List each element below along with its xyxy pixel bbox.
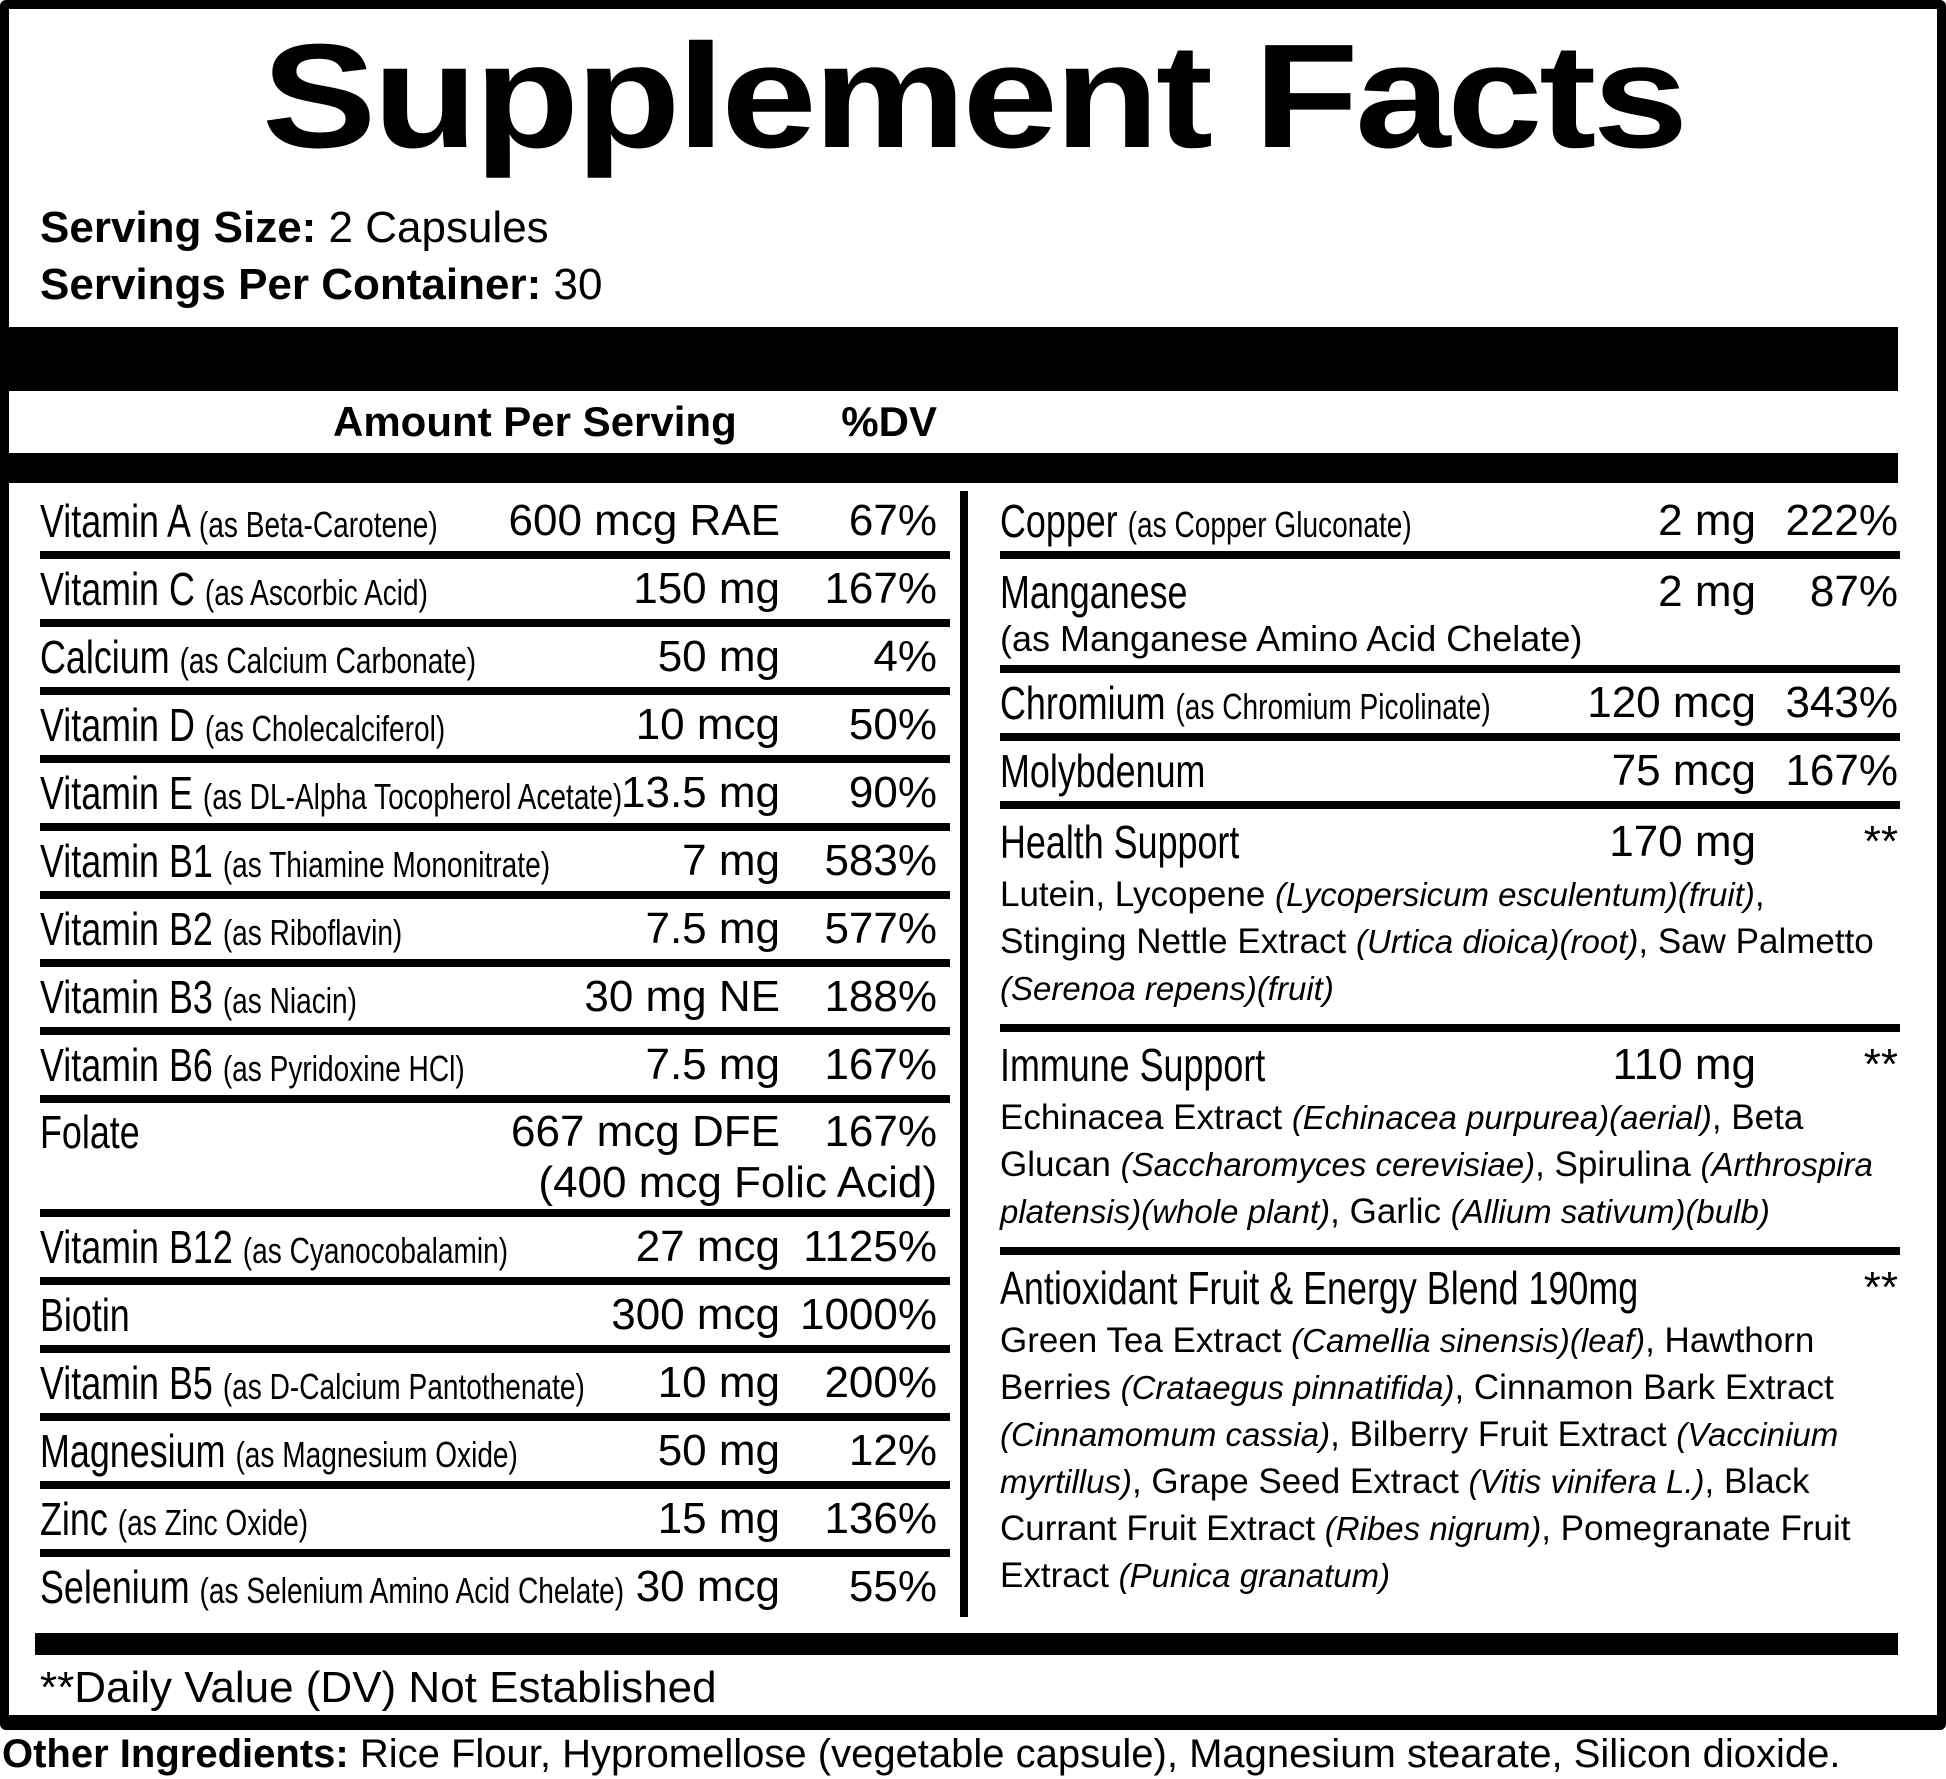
nutrient-name-cell — [1000, 565, 1658, 619]
amount-per-serving-header: Amount Per Serving — [333, 398, 737, 445]
nutrient-name: Vitamin B1 — [40, 835, 223, 887]
nutrient-source: (as Cyanocobalamin) — [242, 1230, 509, 1271]
nutrient-name: Manganese — [1000, 566, 1188, 618]
nutrient-name-cell — [40, 1038, 645, 1092]
nutrient-name: Vitamin B3 — [40, 971, 223, 1023]
nutrient-name-cell — [1000, 676, 1587, 730]
nutrient-name-cell — [40, 766, 621, 820]
blend-name: Antioxidant Fruit & Energy Blend 190mg — [1000, 1262, 1639, 1314]
table-row — [40, 1489, 950, 1557]
nutrient-name-cell — [40, 1105, 511, 1159]
serving-size-line — [40, 199, 1937, 256]
nutrient-name-cell — [40, 494, 509, 548]
nutrient-amount: 7 mg — [682, 836, 780, 885]
nutrient-name-cell — [40, 1492, 658, 1546]
blend-name: Immune Support — [1000, 1039, 1266, 1091]
nutrient-dv: 188% — [824, 972, 937, 1021]
nutrient-name: Biotin — [40, 1289, 130, 1341]
blend-header — [1000, 1036, 1898, 1094]
nutrient-dv: 167% — [1785, 746, 1898, 795]
divider-bar-bottom — [35, 1633, 1898, 1655]
nutrient-name: Folate — [40, 1106, 140, 1158]
nutrient-amount: 600 mcg RAE — [508, 496, 780, 545]
nutrient-amount: 10 mg — [657, 1358, 780, 1407]
nutrient-name-cell — [40, 902, 645, 956]
table-row — [40, 1103, 950, 1217]
blend-row — [1000, 809, 1900, 1032]
dv-header: %DV — [841, 398, 937, 445]
nutrient-name: Vitamin C — [40, 563, 205, 615]
nutrient-name: Vitamin B12 — [40, 1221, 243, 1273]
nutrient-source: (as Zinc Oxide) — [117, 1502, 309, 1543]
other-ingredients-line — [2, 1732, 1841, 1777]
nutrient-name-cell — [40, 1560, 636, 1614]
blend-name-cell — [1000, 815, 1609, 869]
table-row — [40, 1217, 950, 1285]
nutrient-name-cell — [1000, 494, 1658, 548]
serving-size-value: 2 Capsules — [316, 203, 549, 252]
nutrient-name: Molybdenum — [1000, 745, 1206, 797]
nutrient-source-secondary: (as Manganese Amino Acid Chelate) — [1000, 617, 1583, 659]
nutrient-name: Selenium — [40, 1561, 200, 1613]
table-row — [40, 1353, 950, 1421]
nutrient-dv: 343% — [1785, 678, 1898, 727]
blend-name: Health Support — [1000, 816, 1240, 868]
blend-ingredients: Lutein, Lycopene (Lycopersicum esculentum)(fruit), Stinging Nettle Extract (Urtica dioica)(root), Saw Palmetto (Serenoa repens)(fruit) — [1000, 875, 1874, 1007]
nutrient-amount: 2 mg — [1658, 496, 1756, 545]
nutrient-amount-secondary: (400 mcg Folic Acid) — [538, 1157, 937, 1207]
nutrient-name-cell — [1000, 744, 1612, 798]
nutrient-amount: 15 mg — [657, 1494, 780, 1543]
table-row — [40, 1421, 950, 1489]
page-title: Supplement Facts — [261, 14, 1685, 179]
table-row — [40, 899, 950, 967]
column-divider-line — [960, 491, 968, 1617]
nutrient-amount: 50 mg — [657, 632, 780, 681]
blend-amount: 170 mg — [1609, 817, 1756, 866]
nutrient-dv: 222% — [1785, 496, 1898, 545]
table-row — [1000, 559, 1900, 673]
other-ingredients-label: Other Ingredients: — [2, 1732, 349, 1776]
nutrient-dv: 50% — [848, 700, 937, 749]
nutrient-name-cell — [40, 562, 633, 616]
nutrient-name: Vitamin A — [40, 495, 199, 547]
nutrient-dv: 12% — [848, 1426, 937, 1475]
nutrient-name: Chromium — [1000, 677, 1176, 729]
blend-row — [1000, 1255, 1900, 1611]
nutrient-amount: 30 mcg — [635, 1562, 780, 1611]
serving-info — [40, 199, 1937, 313]
nutrient-dv: 4% — [873, 632, 937, 681]
nutrient-source: (as Pyridoxine HCl) — [222, 1048, 465, 1089]
column-header-row — [9, 391, 950, 453]
table-row — [40, 695, 950, 763]
nutrient-dv: 90% — [848, 768, 937, 817]
table-row — [1000, 673, 1900, 741]
nutrient-name-cell — [40, 1288, 611, 1342]
nutrient-dv: 1125% — [803, 1222, 937, 1271]
nutrient-dv: 1000% — [799, 1290, 937, 1339]
nutrient-source: (as Copper Gluconate) — [1127, 504, 1412, 545]
nutrient-source: (as DL-Alpha Tocopherol Acetate) — [202, 776, 623, 817]
nutrient-amount: 30 mg NE — [584, 972, 780, 1021]
table-row — [1000, 741, 1900, 809]
table-row — [40, 831, 950, 899]
nutrient-name-cell — [40, 630, 658, 684]
nutrient-source: (as Ascorbic Acid) — [204, 572, 429, 613]
nutrient-amount: 50 mg — [657, 1426, 780, 1475]
nutrient-dv: 583% — [824, 836, 937, 885]
nutrient-name-cell — [40, 834, 682, 888]
blend-dv: ** — [1863, 1040, 1898, 1089]
nutrient-name: Vitamin D — [40, 699, 205, 751]
nutrient-amount: 2 mg — [1658, 567, 1756, 616]
nutrient-source: (as Niacin) — [222, 980, 358, 1021]
table-row — [40, 763, 950, 831]
nutrient-dv: 167% — [824, 1107, 937, 1156]
nutrient-name-cell — [40, 1424, 658, 1478]
blend-dv: ** — [1863, 1263, 1898, 1312]
nutrient-source: (as Thiamine Mononitrate) — [222, 844, 551, 885]
divider-bar-header — [9, 453, 1898, 483]
table-row — [40, 1035, 950, 1103]
nutrient-source: (as Calcium Carbonate) — [179, 640, 477, 681]
nutrient-amount: 13.5 mg — [621, 768, 780, 817]
nutrient-source: (as D-Calcium Pantothenate) — [222, 1366, 585, 1407]
nutrient-amount: 10 mcg — [635, 700, 780, 749]
table-row — [40, 967, 950, 1035]
nutrient-amount: 300 mcg — [611, 1290, 780, 1339]
servings-per-container-line — [40, 256, 1937, 313]
nutrient-column-left — [40, 491, 950, 1617]
blend-dv: ** — [1863, 817, 1898, 866]
nutrient-amount: 120 mcg — [1587, 678, 1756, 727]
blend-name-cell — [1000, 1261, 1756, 1315]
nutrient-amount: 7.5 mg — [645, 904, 780, 953]
nutrient-source: (as Beta-Carotene) — [198, 504, 438, 545]
table-row — [1000, 491, 1900, 559]
nutrient-column-right — [1000, 491, 1900, 1617]
nutrient-source: (as Cholecalciferol) — [204, 708, 446, 749]
blend-header — [1000, 1259, 1898, 1317]
nutrient-name: Zinc — [40, 1493, 118, 1545]
nutrient-amount: 75 mcg — [1611, 746, 1756, 795]
nutrient-amount: 27 mcg — [635, 1222, 780, 1271]
nutrient-name: Vitamin B6 — [40, 1039, 223, 1091]
serving-size-label: Serving Size: — [40, 203, 317, 252]
nutrient-source: (as Magnesium Oxide) — [235, 1434, 518, 1475]
nutrient-name-cell — [40, 698, 636, 752]
nutrient-dv: 577% — [824, 904, 937, 953]
blend-ingredients: Green Tea Extract (Camellia sinensis)(leaf), Hawthorn Berries (Crataegus pinnatifida), Cinnamon Bark Extract (Cinnamomum cassia), Bilberry Fruit Extract (Vaccinium myrtillus), Grape Seed Extract (Vitis vinifera L.), Black Currant Fruit Extract (Ribes nigrum), Pomegranate Fruit Extract (Punica granatum) — [1000, 1321, 1851, 1595]
nutrient-name: Vitamin B2 — [40, 903, 223, 955]
other-ingredients-value: Rice Flour, Hypromellose (vegetable capsule), Magnesium stearate, Silicon dioxide. — [348, 1732, 1841, 1776]
nutrient-dv: 67% — [848, 496, 937, 545]
nutrient-source: (as Chromium Picolinate) — [1175, 686, 1491, 727]
nutrient-name: Magnesium — [40, 1425, 236, 1477]
nutrient-dv: 167% — [824, 1040, 937, 1089]
nutrient-source: (as Riboflavin) — [222, 912, 403, 953]
divider-bar-top — [9, 327, 1898, 391]
nutrient-dv: 200% — [824, 1358, 937, 1407]
blend-header — [1000, 813, 1898, 871]
nutrient-amount: 150 mg — [633, 564, 780, 613]
table-row — [40, 1557, 950, 1617]
nutrient-name-cell — [40, 1356, 658, 1410]
nutrient-name: Vitamin B5 — [40, 1357, 223, 1409]
nutrient-name: Calcium — [40, 631, 180, 683]
blend-name-cell — [1000, 1038, 1613, 1092]
table-row — [40, 1285, 950, 1353]
nutrient-name-cell — [40, 1220, 636, 1274]
nutrient-name: Copper — [1000, 495, 1128, 547]
nutrient-dv: 167% — [824, 564, 937, 613]
table-row — [40, 627, 950, 695]
daily-value-footnote: **Daily Value (DV) Not Established — [40, 1663, 717, 1712]
blend-row — [1000, 1032, 1900, 1255]
blend-ingredients: Echinacea Extract (Echinacea purpurea)(aerial), Beta Glucan (Saccharomyces cerevisiae), Spirulina (Arthrospira platensis)(whole plant), Garlic (Allium sativum)(bulb) — [1000, 1098, 1873, 1231]
nutrient-dv: 87% — [1809, 567, 1898, 616]
table-row — [40, 491, 950, 559]
nutrient-columns — [40, 491, 1900, 1617]
nutrient-name: Vitamin E — [40, 767, 203, 819]
blend-amount: 110 mg — [1612, 1040, 1756, 1089]
nutrient-name-cell — [40, 970, 584, 1024]
servings-per-container-value: 30 — [541, 260, 603, 309]
nutrient-dv: 136% — [824, 1494, 937, 1543]
table-row — [40, 559, 950, 627]
nutrient-source: (as Selenium Amino Acid Chelate) — [199, 1570, 625, 1611]
nutrient-dv: 55% — [848, 1562, 937, 1611]
nutrient-amount: 667 mcg DFE — [511, 1107, 780, 1156]
servings-per-container-label: Servings Per Container: — [40, 260, 542, 309]
nutrient-amount: 7.5 mg — [645, 1040, 780, 1089]
title-row — [9, 9, 1937, 183]
